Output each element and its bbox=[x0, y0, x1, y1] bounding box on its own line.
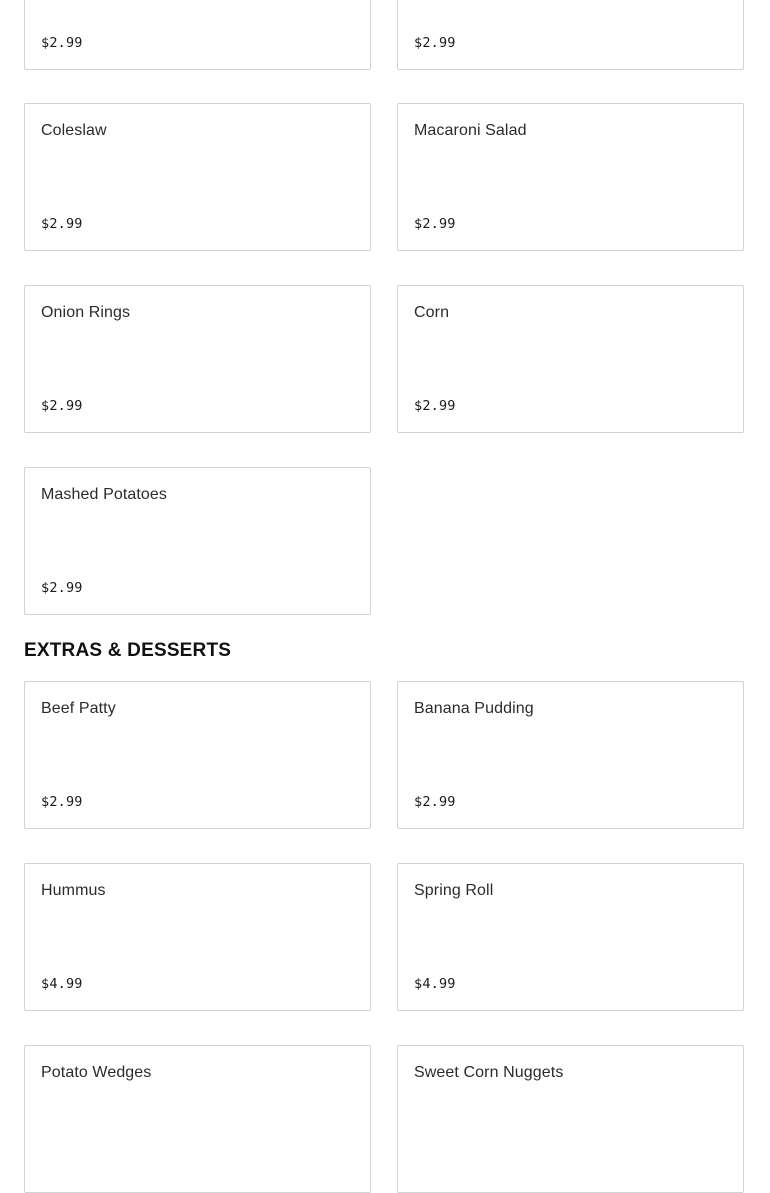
menu-item-name: Coleslaw bbox=[41, 122, 107, 139]
menu-item-price: $2.99 bbox=[414, 216, 456, 232]
menu-item-price: $2.99 bbox=[414, 794, 456, 810]
menu-item-card[interactable] bbox=[24, 467, 371, 615]
menu-item-card[interactable] bbox=[397, 285, 744, 433]
menu-item-price: $2.99 bbox=[41, 398, 83, 414]
menu-item-card[interactable] bbox=[24, 681, 371, 829]
menu-item-card[interactable] bbox=[397, 681, 744, 829]
section-title-extras-desserts: EXTRAS & DESSERTS bbox=[24, 640, 232, 661]
menu-item-card[interactable] bbox=[397, 0, 744, 70]
menu-item-card[interactable] bbox=[24, 285, 371, 433]
menu-item-name: Spring Roll bbox=[414, 882, 494, 899]
menu-item-name: Potato Wedges bbox=[41, 1064, 152, 1081]
menu-item-name: Banana Pudding bbox=[414, 700, 534, 717]
menu-item-name: Mashed Potatoes bbox=[41, 486, 168, 503]
menu-item-card[interactable] bbox=[24, 0, 371, 70]
menu-item-name: Macaroni Salad bbox=[414, 122, 527, 139]
menu-item-card[interactable] bbox=[397, 1045, 744, 1193]
menu-item-name: Hummus bbox=[41, 882, 106, 899]
menu-item-name: Sweet Corn Nuggets bbox=[414, 1064, 564, 1081]
menu-item-price: $2.99 bbox=[41, 794, 83, 810]
menu-item-card[interactable] bbox=[24, 863, 371, 1011]
menu-item-price: $4.99 bbox=[41, 976, 83, 992]
menu-item-card[interactable] bbox=[397, 103, 744, 251]
menu-item-price: $2.99 bbox=[414, 398, 456, 414]
menu-item-card[interactable] bbox=[397, 863, 744, 1011]
menu-item-name: Corn bbox=[414, 304, 450, 321]
menu-item-price: $2.99 bbox=[41, 35, 83, 51]
menu-item-price: $2.99 bbox=[41, 216, 83, 232]
menu-item-name: Beef Patty bbox=[41, 700, 116, 717]
menu-item-card[interactable] bbox=[24, 1045, 371, 1193]
menu-item-price: $2.99 bbox=[41, 580, 83, 596]
menu-item-name: Onion Rings bbox=[41, 304, 131, 321]
menu-item-price: $2.99 bbox=[414, 35, 456, 51]
menu-item-card[interactable] bbox=[24, 103, 371, 251]
menu-item-price: $4.99 bbox=[414, 976, 456, 992]
